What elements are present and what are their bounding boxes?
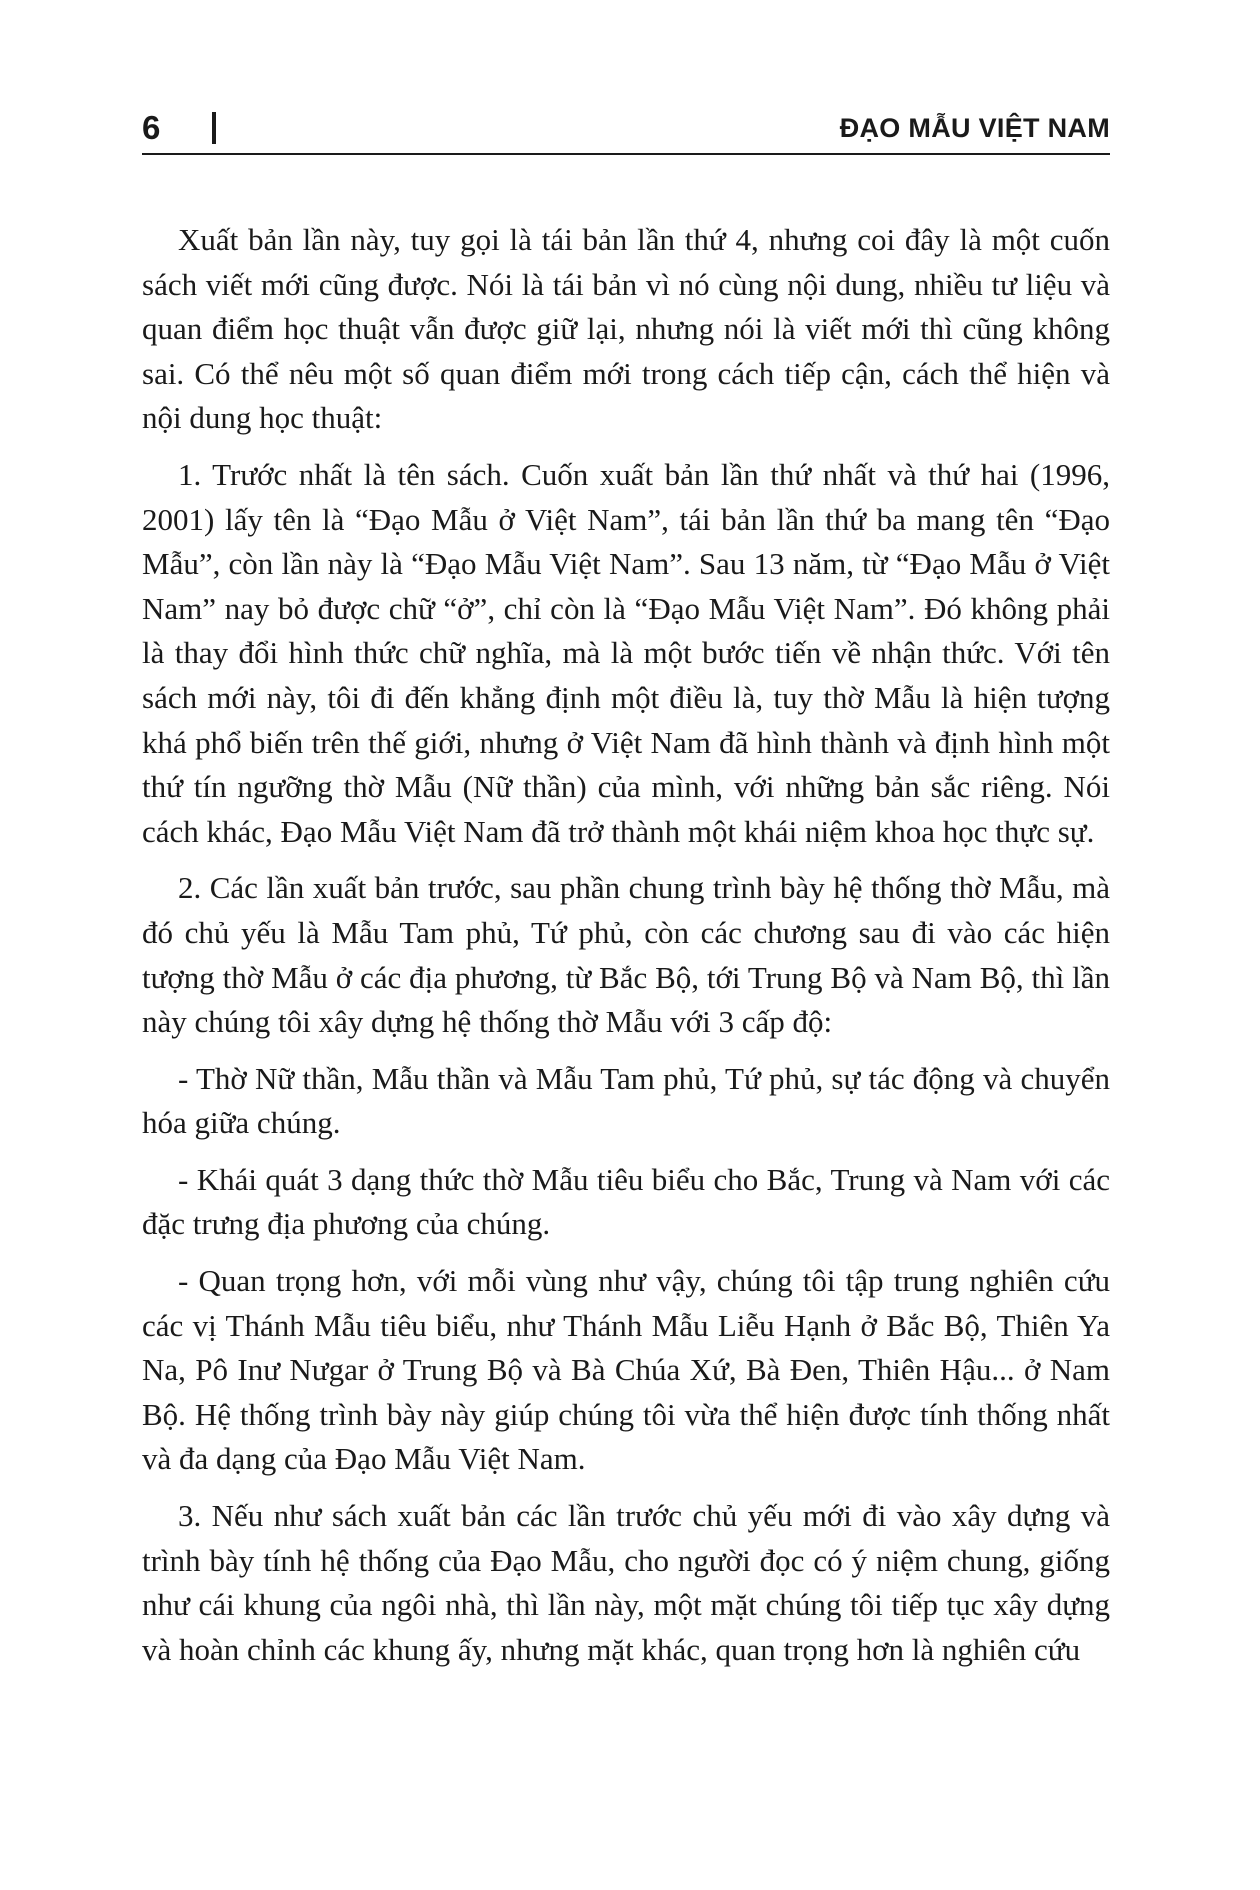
header-separator bbox=[212, 112, 216, 144]
paragraph-point-3: 3. Nếu như sách xuất bản các lần trước chủ yếu mới đi vào xây dựng và trình bày tính hệ thống của Đạo Mẫu, cho người đọc có ý niệm chung, giống như cái khung của ngôi nhà, thì lần này, một mặt chúng tôi tiếp tục xây dựng và hoàn chỉnh các khung ấy, nhưng mặt khác, quan trọng hơn là nghiên cứu bbox=[142, 1498, 1110, 1667]
page-number: 6 bbox=[142, 109, 161, 146]
body-text bbox=[142, 218, 1110, 1684]
list-item-level-2: - Khái quát 3 dạng thức thờ Mẫu tiêu biểu cho Bắc, Trung và Nam với các đặc trưng địa phương của chúng. bbox=[142, 1161, 1110, 1242]
header-rule-line bbox=[142, 153, 1110, 155]
page-header bbox=[142, 104, 1110, 152]
running-title: ĐẠO MẪU VIỆT NAM bbox=[839, 113, 1110, 143]
list-item-level-1: - Thờ Nữ thần, Mẫu thần và Mẫu Tam phủ, Tứ phủ, sự tác động và chuyển hóa giữa chúng. bbox=[142, 1060, 1110, 1141]
paragraph-intro: Xuất bản lần này, tuy gọi là tái bản lần thứ 4, nhưng coi đây là một cuốn sách viết mới cũng được. Nói là tái bản vì nó cùng nội dung, nhiều tư liệu và quan điểm học thuật vẫn được giữ lại, nhưng nói là viết mới thì cũng không sai. Có thể nêu một số quan điểm mới trong cách tiếp cận, cách thể hiện và nội dung học thuật: bbox=[142, 222, 1110, 436]
list-item-level-3: - Quan trọng hơn, với mỗi vùng như vậy, chúng tôi tập trung nghiên cứu các vị Thánh Mẫu tiêu biểu, như Thánh Mẫu Liễu Hạnh ở Bắc Bộ, Thiên Ya Na, Pô Inư Nưgar ở Trung Bộ và Bà Chúa Xứ, Bà Đen, Thiên Hậu... ở Nam Bộ. Hệ thống trình bày này giúp chúng tôi vừa thể hiện được tính thống nhất và đa dạng của Đạo Mẫu Việt Nam. bbox=[142, 1263, 1110, 1477]
paragraph-point-2: 2. Các lần xuất bản trước, sau phần chung trình bày hệ thống thờ Mẫu, mà đó chủ yếu là Mẫu Tam phủ, Tứ phủ, còn các chương sau đi vào các hiện tượng thờ Mẫu ở các địa phương, từ Bắc Bộ, tới Trung Bộ và Nam Bộ, thì lần này chúng tôi xây dựng hệ thống thờ Mẫu với 3 cấp độ: bbox=[142, 870, 1110, 1040]
paragraph-point-1: 1. Trước nhất là tên sách. Cuốn xuất bản lần thứ nhất và thứ hai (1996, 2001) lấy tên là “Đạo Mẫu ở Việt Nam”, tái bản lần thứ ba mang tên “Đạo Mẫu”, còn lần này là “Đạo Mẫu Việt Nam”. Sau 13 năm, từ “Đạo Mẫu ở Việt Nam” nay bỏ được chữ “ở”, chỉ còn là “Đạo Mẫu Việt Nam”. Đó không phải là thay đổi hình thức chữ nghĩa, mà là một bước tiến về nhận thức. Với tên sách mới này, tôi đi đến khẳng định một điều là, tuy thờ Mẫu là hiện tượng khá phổ biến trên thế giới, nhưng ở Việt Nam đã hình thành và định hình một thứ tín ngưỡng thờ Mẫu (Nữ thần) của mình, với những bản sắc riêng. Nói cách khác, Đạo Mẫu Việt Nam đã trở thành một khái niệm khoa học thực sự. bbox=[142, 456, 1110, 849]
